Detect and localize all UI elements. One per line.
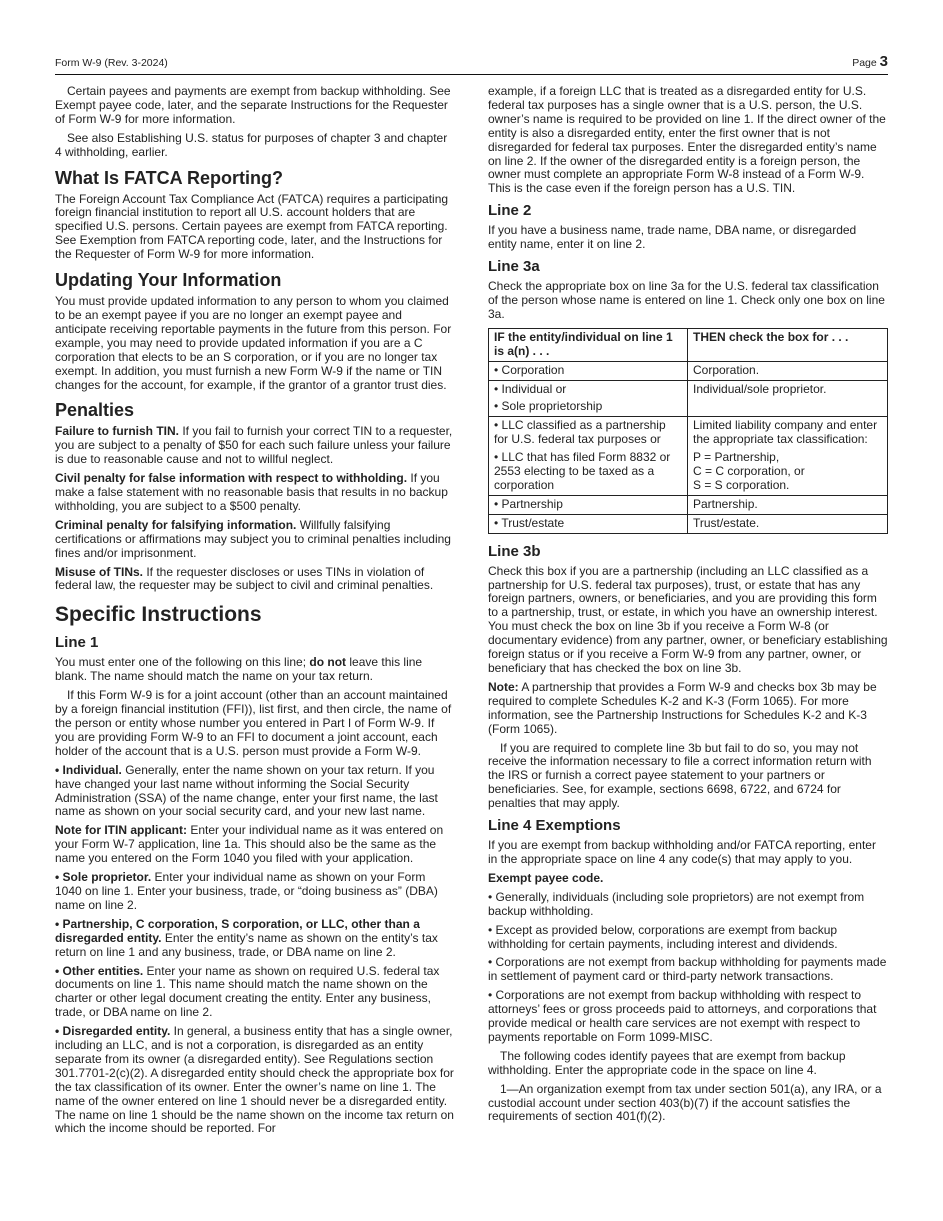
table-row (489, 514, 888, 533)
sole-text: Enter your individual name as shown on your Form 1040 on line 1. Enter your business, trade, or “doing business as” (DBA) name on line 2. (55, 870, 438, 912)
page-label: Page (852, 57, 877, 69)
heading-penalties: Penalties (55, 400, 135, 421)
line3b-text: Check this box if you are a partnership (including an LLC classified as a partnership for U.S. federal tax purposes), trust, or estate that has any foreign partners, owners, or beneficiaries, and you are providing this form to a partnership, trust, or estate, in which you have an ownership interest. You must check the box on line 3b if you receive a Form W-8 (or documentary evidence) from any partner, owner, or beneficiary establishing foreign status or if you receive a Form W-9 from any partner, owner, or beneficiary that has checked the box on line 3b. (488, 563, 888, 675)
table-cell-line: • Individual or (494, 381, 567, 396)
table-row (489, 417, 888, 496)
page-header (55, 53, 888, 75)
heading-line-4: Line 4 Exemptions (488, 817, 621, 835)
form-id: Form W-9 (Rev. 3-2024) (55, 57, 168, 69)
itin-title: Note for ITIN applicant: (55, 823, 187, 838)
note-text: A partnership that provides a Form W-9 and checks box 3b may be required to complete Schedules K-2 and K-3 (Form 1065). For more information, see the Partnership Instructions for Schedules K-2 and K-3 (Form 1065). (488, 679, 877, 736)
line1-text (55, 656, 455, 684)
exempt-bullet: • Corporations are not exempt from backup withholding for payments made in settlement of payment card or third-party network transactions. (488, 955, 887, 984)
note-title: Note: (488, 679, 519, 694)
penalty-criminal-title: Criminal penalty for falsifying information. (55, 517, 297, 532)
table-cell (489, 417, 688, 496)
penalty-misuse-text: If the requester discloses or uses TINs in violation of federal law, the requester may be subject to civil and criminal penalties. (55, 564, 434, 593)
line1-text-a: You must enter one of the following on this line; (55, 655, 310, 670)
fatca-text: The Foreign Account Tax Compliance Act (FATCA) requires a participating foreign financial institution to report all U.S. account holders that are specified U.S. persons. Certain payees are exempt from FATCA reporting. See Exemption from FATCA reporting code, later, and the Instructions for the Requester of Form W-9 for more information. (55, 191, 449, 262)
table-cell: Corporation. (688, 361, 888, 380)
table-cell: Individual/sole proprietor. (688, 380, 888, 417)
heading-line-2: Line 2 (488, 202, 532, 220)
line3b-note (488, 681, 888, 737)
penalty-misuse-title: Misuse of TINs. (55, 564, 144, 579)
heading-updating: Updating Your Information (55, 270, 282, 291)
partnership-text: Enter the entity’s name as shown on the entity’s tax return on line 1 and any business, trade, or DBA name on line 2. (55, 930, 438, 959)
table-cell: Partnership. (688, 495, 888, 514)
itin-note (55, 824, 455, 866)
sole-proprietor-item (55, 871, 455, 913)
exempt-intro: Certain payees and payments are exempt from backup withholding. See Exempt payee code, later, and the separate Instructions for the Requester of Form W-9 for more information. (55, 84, 451, 126)
other-entities-item (55, 965, 455, 1021)
exempt-bullet: • Corporations are not exempt from backup withholding with respect to attorneys’ fees or gross proceeds paid to attorneys, and corporations that provide medical or health care services are not exempt with respect to payments reportable on Form 1099-MISC. (488, 988, 877, 1044)
table-cell-line: C = C corporation, or (693, 464, 805, 479)
exempt-payee-code-heading (488, 872, 888, 886)
disregarded-text: In general, a business entity that has a single owner, including an LLC, and is not a corporation, is disregarded as an entity separate from its owner (a disregarded entity). See Regulations section 301.7701-2(c)(2). A disregarded entity should check the appropriate box for the tax classification of its owner. Enter the owner’s name on line 1. The name of the owner entered on line 1 should never be a disregarded entity. The name on line 1 should be the name shown on the income tax return on which the income should be reported. For (55, 1024, 454, 1136)
penalty-tin-text: If you fail to furnish your correct TIN to a requester, you are subject to a penalty of $50 for each such failure unless your failure is due to reasonable cause and not to willful neglect. (55, 424, 453, 467)
joint-account-text: If this Form W-9 is for a joint account (other than an account maintained by a foreign financial institution (FFI)), list first, and then circle, the name of the person or entity whose number you entered in Part I of Form W-9. If you are providing Form W-9 to an FFI to document a joint account, each holder of the account that is a U.S. person must provide a Form W-9. (55, 688, 452, 758)
table-cell-line: • LLC classified as a partnership for U.S. federal tax purposes or (494, 418, 666, 447)
table-cell-line: • Sole proprietorship (494, 399, 603, 414)
table-cell-line: S = S corporation. (693, 477, 790, 492)
individual-item (55, 764, 455, 820)
table-cell: Trust/estate. (688, 514, 888, 533)
penalty-civil-title: Civil penalty for false information with respect to withholding. (55, 471, 408, 486)
table-cell (489, 380, 688, 417)
exempt-bullet: • Generally, individuals (including sole proprietors) are not exempt from backup withholding. (488, 889, 865, 918)
table-row (489, 380, 888, 417)
other-entities-text: Enter your name as shown on required U.S. federal tax documents on line 1. This name should match the name shown on the charter or other legal document creating the entity. Enter any business, trade, or DBA name on line 2. (55, 963, 440, 1020)
penalty-civil (55, 472, 455, 514)
heading-line-3b: Line 3b (488, 542, 541, 560)
line1-text-b: leave this line blank. The name should match the name on your tax return. (55, 655, 423, 684)
page-number (852, 53, 888, 70)
penalty-misuse (55, 566, 455, 594)
heading-specific-instructions: Specific Instructions (55, 603, 262, 627)
exempt-bullet: • Except as provided below, corporations are exempt from backup withholding for certain payments, including interest and dividends. (488, 922, 838, 951)
individual-title: • Individual. (55, 762, 122, 777)
disregarded-entity-item (55, 1025, 455, 1136)
page-num: 3 (879, 53, 888, 70)
itin-text: Enter your individual name as it was entered on your Form W-7 application, line 1a. This should also be the same as the name you entered on the Form 1040 you filed with your application. (55, 823, 444, 866)
penalty-civil-text: If you make a false statement with no reasonable basis that results in no backup withholding, you are subject to a $500 penalty. (55, 471, 448, 513)
see-also: See also Establishing U.S. status for purposes of chapter 3 and chapter 4 withholding, earlier. (55, 130, 448, 159)
table-header-row (489, 328, 888, 361)
table-header-if: IF the entity/individual on line 1 is a(n) . . . (489, 328, 688, 361)
table-cell-line: P = Partnership, (693, 450, 780, 465)
line3b-failure-text: If you are required to complete line 3b but fail to do so, you may not receive the information necessary to file a correct information return with the IRS or furnish a correct payee statement to your partners or beneficiaries. See, for example, sections 6698, 6722, and 6724 for penalties that may apply. (488, 740, 872, 811)
table-cell (688, 417, 888, 496)
line3a-text: Check the appropriate box on line 3a for the U.S. federal tax classification of the person whose name is entered on line 1. Check only one box on line 3a. (488, 279, 885, 321)
exempt-payee-code-title: Exempt payee code. (488, 870, 604, 885)
partnership-item (55, 918, 455, 960)
table-cell-line: Limited liability company and enter the appropriate tax classification: (693, 418, 878, 447)
partnership-title: • Partnership, C corporation, S corporation, or LLC, other than a disregarded entity. (55, 916, 420, 945)
table-cell: • Corporation (489, 361, 688, 380)
heading-line-1: Line 1 (55, 634, 99, 652)
penalty-criminal-text: Willfully falsifying certifications or affirmations may subject you to criminal penalties including fines and/or imprisonment. (55, 517, 451, 560)
updating-text: You must provide updated information to any person to whom you claimed to be an exempt payee if you are no longer an exempt payee and anticipate receiving reportable payments in the future from this person. For example, you may need to provide updated information if you are a C corporation that elects to be an S corporation, or if you are no longer tax exempt. In addition, you must furnish a new Form W-9 if the name or TIN changes for the account, for example, if the grantor of a grantor trust dies. (55, 294, 452, 392)
line4-text: If you are exempt from backup withholding and/or FATCA reporting, enter in the appropriate space on line 4 any code(s) that may apply to you. (488, 838, 876, 866)
penalty-tin-title: Failure to furnish TIN. (55, 424, 180, 439)
table-cell-line: • LLC that has filed Form 8832 or 2553 electing to be taxed as a corporation (494, 450, 671, 492)
codes-intro: The following codes identify payees that are exempt from backup withholding. Enter the appropriate code in the space on line 4. (488, 1048, 846, 1077)
table-row (489, 361, 888, 380)
table-header-then: THEN check the box for . . . (688, 328, 888, 361)
individual-text: Generally, enter the name shown on your tax return. If you have changed your last name without informing the Social Security Administration (SSA) of the name change, enter your first name, the last name as shown on your social security card, and your new last name. (55, 762, 438, 819)
table-row (489, 495, 888, 514)
disregarded-continued: example, if a foreign LLC that is treated as a disregarded entity for U.S. federal tax purposes has a single owner that is a U.S. person, the U.S. owner’s name is required to be provided on line 1. If the direct owner of the entity is also a disregarded entity, enter the first owner that is not disregarded for federal tax purposes. Enter the disregarded entity’s name on line 2. If the owner of the disregarded entity is a foreign person, the owner must complete an appropriate Form W-8 instead of a Form W-9. This is the case even if the foreign person has a U.S. TIN. (488, 84, 886, 196)
left-column (55, 85, 455, 1141)
right-column (488, 85, 888, 1129)
code-1: 1—An organization exempt from tax under section 501(a), any IRA, or a custodial account under section 403(b)(7) if the account satisfies the requirements of section 401(f)(2). (488, 1081, 882, 1124)
heading-fatca: What Is FATCA Reporting? (55, 167, 283, 188)
other-entities-title: • Other entities. (55, 963, 144, 978)
classification-table (488, 328, 888, 534)
penalty-tin (55, 425, 455, 467)
sole-title: • Sole proprietor. (55, 870, 152, 885)
table-cell: • Partnership (489, 495, 688, 514)
disregarded-title: • Disregarded entity. (55, 1024, 171, 1039)
penalty-criminal (55, 519, 455, 561)
heading-line-3a: Line 3a (488, 258, 540, 276)
line2-text: If you have a business name, trade name, DBA name, or disregarded entity name, enter it on line 2. (488, 223, 857, 252)
table-cell: • Trust/estate (489, 514, 688, 533)
line1-do-not: do not (309, 655, 347, 670)
